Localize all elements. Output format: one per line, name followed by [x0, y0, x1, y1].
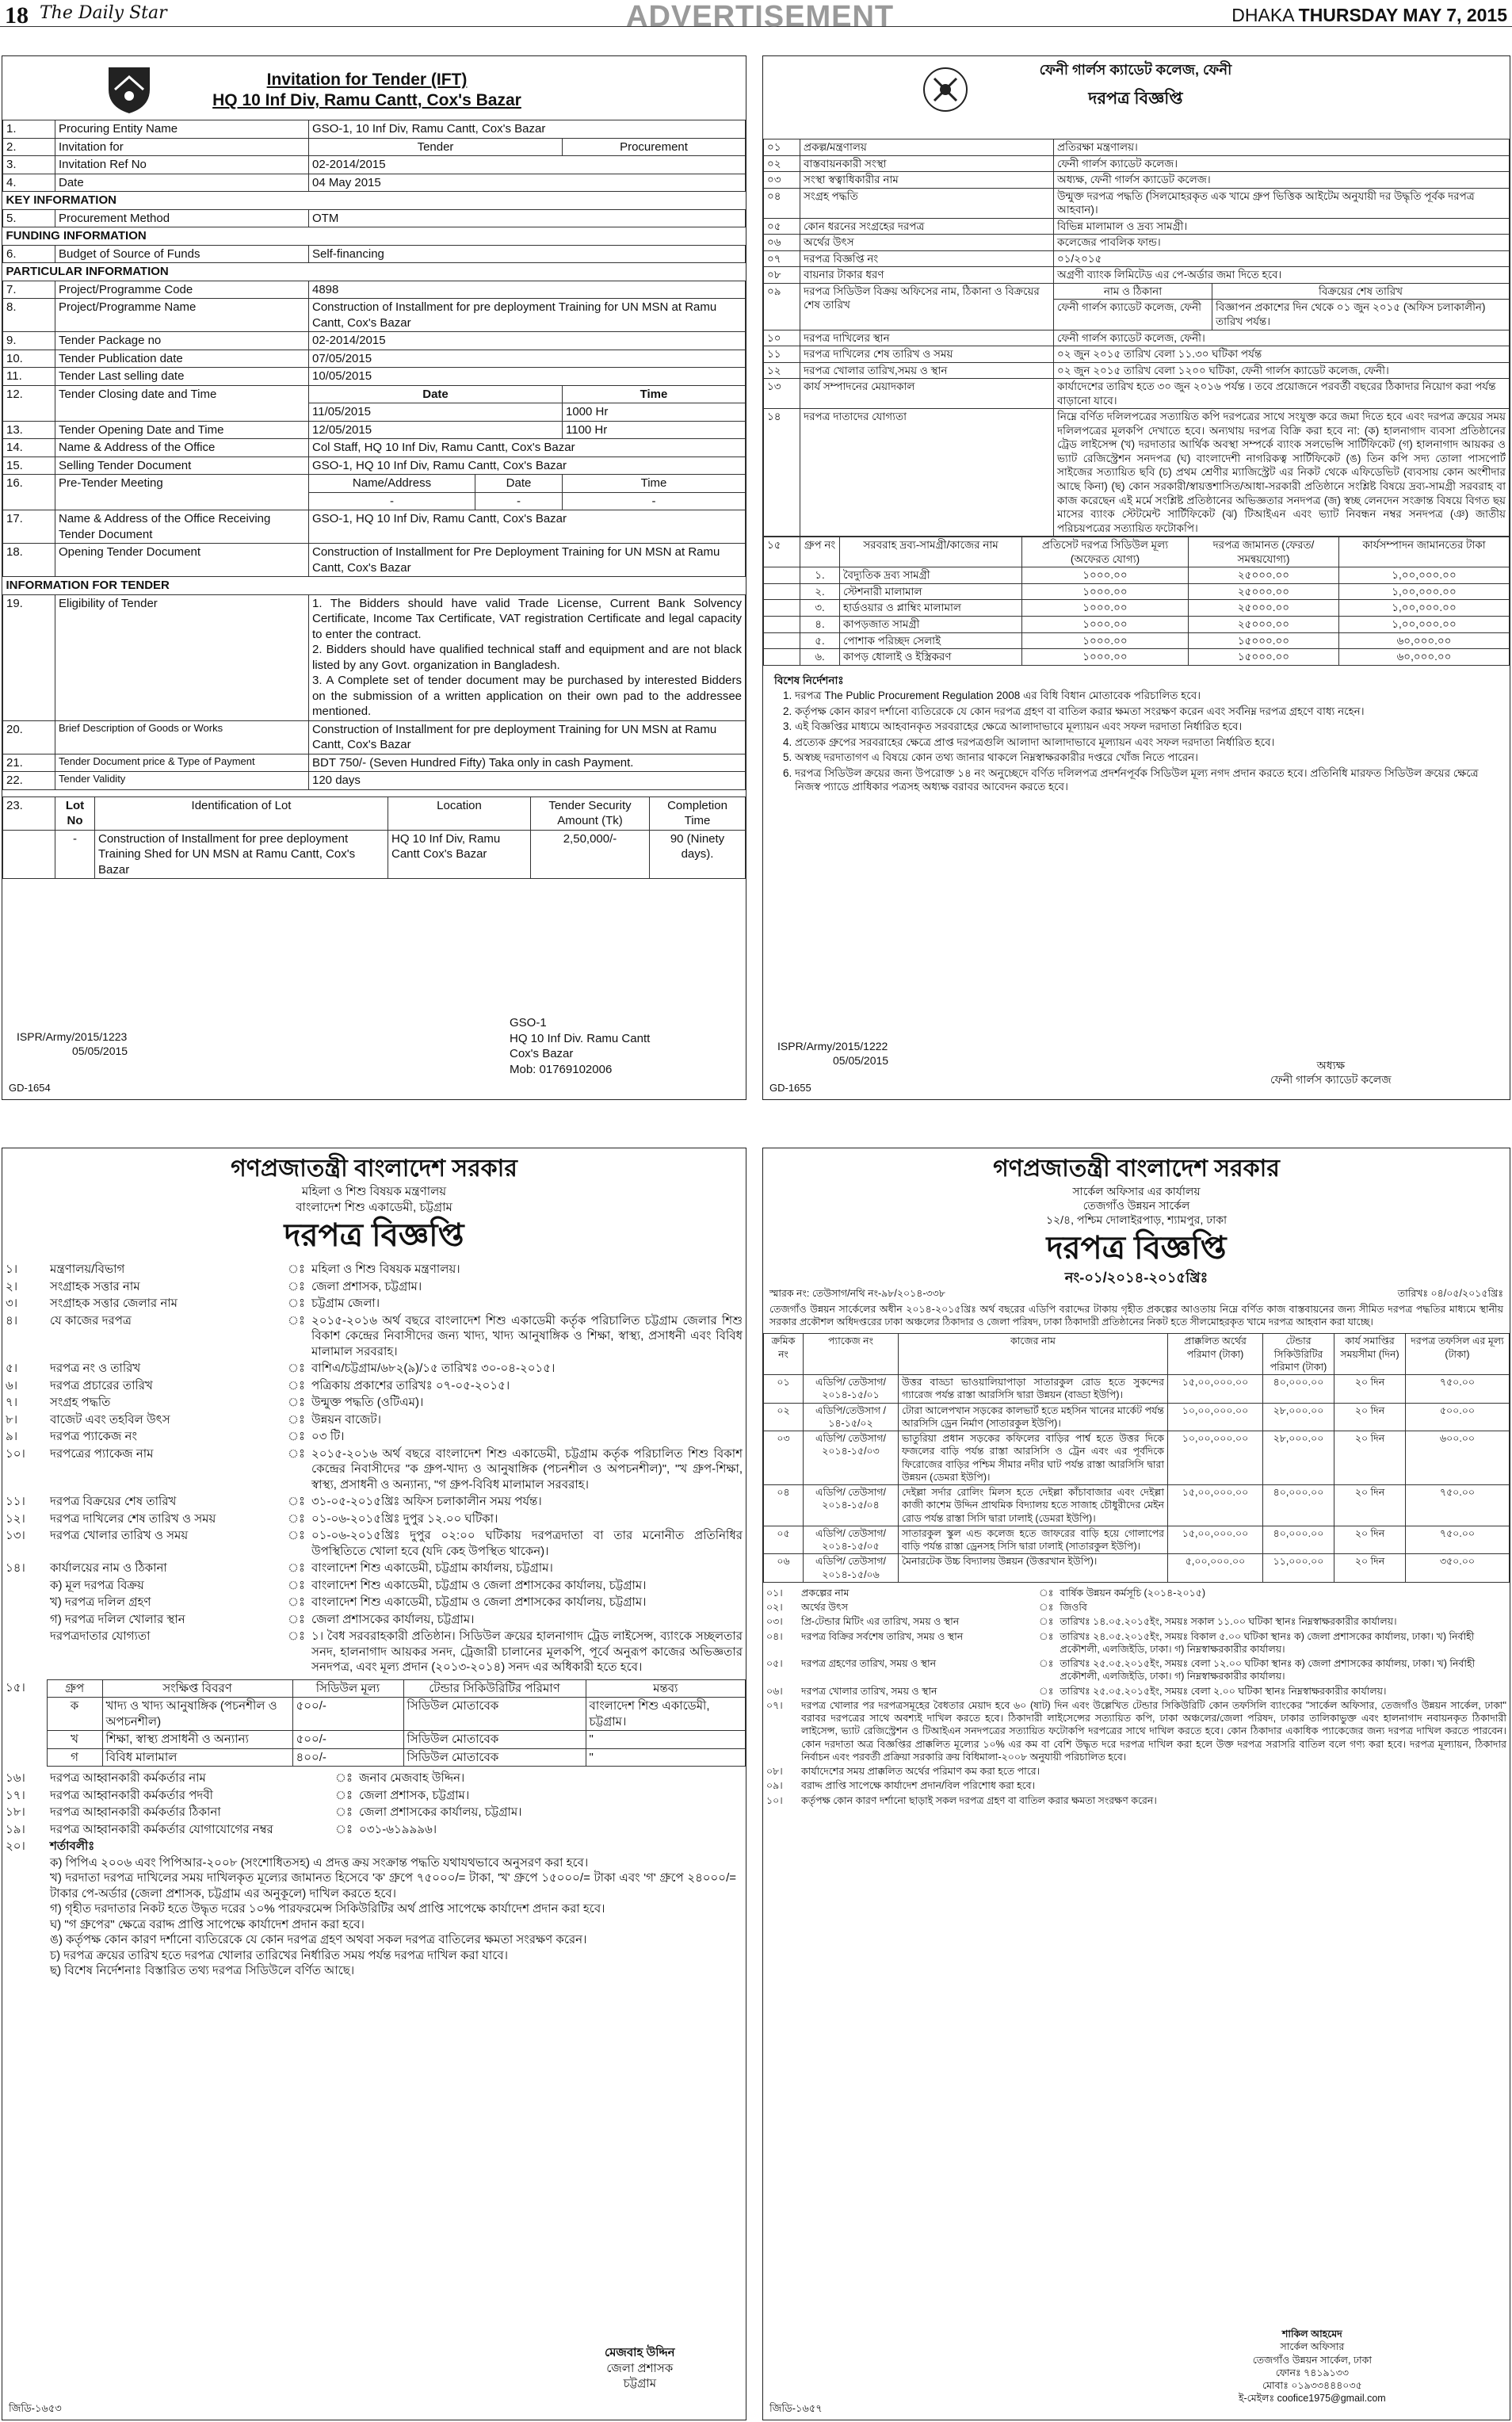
section-particular: PARTICULAR INFORMATION	[3, 263, 746, 281]
table-row: ৬. কাপড় ধোলাই ও ইস্ত্রিকরণ ১০০০.০০ ১৫০০০.০০ ৬০,০০০.০০	[764, 649, 1510, 666]
ad3-gd: জিডি-১৬৫৩	[9, 2402, 62, 2414]
army-emblem-icon	[104, 63, 155, 115]
table-row: ৪. কাপড়জাত সামগ্রী ১০০০.০০ ২৫০০০.০০ ১,০০,০০০.০০	[764, 616, 1510, 632]
ad-ift	[2, 55, 746, 1100]
ad3-org: বাংলাদেশ শিশু একাডেমী, চট্টগ্রাম	[296, 1200, 452, 1214]
ad2-ref: ISPR/Army/2015/1222 05/05/2015	[777, 1040, 889, 1068]
ad-feni	[762, 55, 1510, 1100]
ad4-table: ক্রমিক নং প্যাকেজ নং কাজের নাম প্রাক্কলিত অর্থের পরিমাণ (টাকা) টেন্ডার সিকিউরিটির পরিমাণ (টাকা) কার্য সমাপ্তির সময়সীমা (দিন) দরপত্র তফসিল এর মূল্য (টাকা) ০১ এডিপি/ তেউসাগ/ ২০১৪-১৫/০১ উত্তর বাড্ডা ভাওয়ালিয়াপাড়া সাতারকুল রোড হতে সুকন্দের গ্যারেজ পর্যন্ত রাস্তা আরসিসি দ্বারা উন্নয়ন (বাড্ডা ইউপি)। ১৫,০০,০০০.০০ ৪০,০০০.০০ ২০ দিন ৭৫০.০০ ০২ এডিপি/তেউসাগ /১৪-১৫/০২ টোরা আলেপখান সড়কের কালভার্ট হতে মহসিন খানের মার্কেট পর্যন্ত আরসিসি ড্রেন নির্মাণ (সাতারকুল ইউপি)। ১০,০০,০০০.০০ ২৮,০০০.০০ ২০ দিন ৫০০.০০ ০৩ এডিপি/ তেউসাগ/ ২০১৪-১৫/০৩ ভাতুরিয়া প্রধান সড়কের কফিলের বাড়ির পার্শ্ব হতে উত্তর দিকে ফজলের বাড়ি পর্যন্ত রাস্তা আরসিসি ও ট্রেন এবং এর পূর্বদিকে ফিরোজের বাড়ির পশ্চিম সীমার নদীর ঘাট পর্যন্ত রাস্তা আরসিসি দ্বারা উন্নয়ন (ডেমরা ইউপি)। ১০,০০,০০০.০০ ২৮,০০০.০০ ২০ দিন ৬০০.০০ ০৪ এডিপি/ তেউসাগ/ ২০১৪-১৫/০৪ দেইল্লা সর্দার রোলিং মিলস হতে দেইল্লা কাঁচাবাজার এবং দেইল্লা কাজী কাশেম উদ্দিন প্রাথমিক বিদ্যালয় হতে সাজাহ চৌধুরীদের মেইন রোড পর্যন্ত রাস্তা সিসি দ্বারা ঢালাই (ডেমরা ইউপি)। ১৫,০০,০০০.০০ ৪০,০০০.০০ ২০ দিন ৭৫০.০০ ০৫ এডিপি/ তেউসাগ/ ২০১৪-১৫/০৫ সাতারকুল স্কুল এন্ড কলেজ হতে জাফরের বাড়ি হয়ে গোলাপের বাড়ি পর্যন্ত রাস্তা ড্রেনসহ সিসি দ্বারা ঢালাই (সাতারকুল ইউপি)। ১৫,০০,০০০.০০ ৪০,০০০.০০ ২০ দিন ৭৫০.০০ ০৬ এডিপি/ তেউসাগ/ ২০১৪-১৫/০৬ মৈনারটেক উচ্চ বিদ্যালয় উন্নয়ন (উত্তরখান ইউপি)। ৫,০০,০০০.০০ ১১,০০০.০০ ২০ দিন ৩৫০.০০	[763, 1333, 1510, 1583]
ad3-group-table: ১৫। গ্রুপ সংক্ষিপ্ত বিবরণ সিডিউল মূল্য টেন্ডার সিকিউরিটির পরিমাণ মন্তব্য ক খাদ্য ও খাদ্য আনুষাঙ্গিক (পচনশীল ও অপচনশীল) ৫০০/- সিডিউল মোতাবেক বাংলাদেশ শিশু একাডেমী, চট্টগ্রাম। খ শিক্ষা, স্বাস্থ্য প্রসাধনী ও অন্যান্য ৫০০/- সিডিউল মোতাবেক " গ বিবিধ মালামাল ৪০০/- সিডিউল মোতাবেক "	[2, 1679, 746, 1767]
ad4-no: নং-০১/২০১৪-২০১৫খ্রিঃ	[1064, 1269, 1208, 1285]
ad2-signature: অধ্যক্ষ ফেনী গার্লস ক্যাডেট কলেজ	[1270, 1059, 1392, 1087]
ad2-group-table: ১৫ গ্রুপ নং সরবরাহ দ্রব্য-সামগ্রী/কাজের নাম প্রতিসেট দরপত্র সিডিউল মূল্য (অফেরত যোগ্য) দরপত্র জামানত (ফেরত/সমন্বয়যোগ্য) কার্যসম্পাদন জামানতের টাকা ১. বৈদ্যুতিক দ্রব্য সামগ্রী ১০০০.০০ ২৫০০০.০০ ১,০০,০০০.০০ ২. স্টেশনারী মালামাল ১০০০.০০ ২৫০০০.০০ ১,০০,০০০.০০ ৩. হার্ডওয়ার ও প্লাম্বিং মালামাল ১০০০.০০ ২৫০০০.০০ ১,০০,০০০.০০ ৪. কাপড়জাত সামগ্রী ১০০০.০০ ২৫০০০.০০ ১,০০,০০০.০০ ৫. পোশাক পরিচ্ছদ সেলাই ১০০০.০০ ১৫০০০.০০ ৬০,০০০.০০ ৬. কাপড় ধোলাই ও ইস্ত্রিকরণ ১০০০.০০ ১৫০০০.০০ ৬০,০০০.০০	[763, 537, 1510, 665]
table-row: ০৬ এডিপি/ তেউসাগ/ ২০১৪-১৫/০৬ মৈনারটেক উচ্চ বিদ্যালয় উন্নয়ন (উত্তরখান ইউপি)। ৫,০০,০০০.০০ ১১,০০০.০০ ২০ দিন ৩৫০.০০	[764, 1554, 1510, 1583]
ad1-signature: GSO-1 HQ 10 Inf Div. Ramu Cantt Cox's Bazar Mob: 01769102006	[510, 1016, 651, 1076]
paper-name: The Daily Star	[40, 3, 167, 23]
table-row: ২. স্টেশনারী মালামাল ১০০০.০০ ২৫০০০.০০ ১,০০,০০০.০০	[764, 583, 1510, 600]
table-row: ০৩ এডিপি/ তেউসাগ/ ২০১৪-১৫/০৩ ভাতুরিয়া প্রধান সড়কের কফিলের বাড়ির পার্শ্ব হতে উত্তর দিকে ফজলের বাড়ি পর্যন্ত রাস্তা আরসিসি ও ট্রেন এবং এর পূর্বদিকে ফিরোজের বাড়ির পশ্চিম সীমার নদীর ঘাট পর্যন্ত রাস্তা আরসিসি দ্বারা উন্নয়ন (ডেমরা ইউপি)। ১০,০০,০০০.০০ ২৮,০০০.০০ ২০ দিন ৬০০.০০	[764, 1431, 1510, 1485]
table-row: ৫. পোশাক পরিচ্ছদ সেলাই ১০০০.০০ ১৫০০০.০০ ৬০,০০০.০০	[764, 632, 1510, 649]
ad3-ministry: মহিলা ও শিশু বিষয়ক মন্ত্রণালয়	[301, 1185, 447, 1198]
table-row: ৩. হার্ডওয়ার ও প্লাম্বিং মালামাল ১০০০.০০ ২৫০০০.০০ ১,০০,০০০.০০	[764, 600, 1510, 617]
table-row: ০৪ এডিপি/ তেউসাগ/ ২০১৪-১৫/০৪ দেইল্লা সর্দার রোলিং মিলস হতে দেইল্লা কাঁচাবাজার এবং দেইল্লা কাজী কাশেম উদ্দিন প্রাথমিক বিদ্যালয় হতে সাজাহ চৌধুরীদের মেইন রোড পর্যন্ত রাস্তা সিসি দ্বারা ঢালাই (ডেমরা ইউপি)। ১৫,০০,০০০.০০ ৪০,০০০.০০ ২০ দিন ৭৫০.০০	[764, 1485, 1510, 1526]
table-row: গ বিবিধ মালামাল ৪০০/- সিডিউল মোতাবেক "	[2, 1748, 746, 1767]
ad3-officer-table: ১৬। দরপত্র আহ্বানকারী কর্মকর্তার নাম ঃ জনাব মেজবাহ উদ্দিন। ১৭। দরপত্র আহ্বানকারী কর্মকর্তার পদবী ঃ জেলা প্রশাসক, চট্টগ্রাম। ১৮। দরপত্র আহ্বানকারী কর্মকর্তার ঠিকানা ঃ জেলা প্রশাসকের কার্যালয়, চট্টগ্রাম। ১৯। দরপত্র আহ্বানকারী কর্মকর্তার যোগাযোগের নম্বর ঃ ০৩১-৬১৯৯৯৬। ২০। শর্তাবলীঃ	[6, 1771, 522, 1853]
ad4-signature: শাকিল আহমেদ সার্কেল অফিসার তেজগাঁও উন্নয়ন সার্কেল, ঢাকা ফোনঃ ৭৪১৯১৩৩ মোবাঃ ০১৯৩৩৪৪৪০৩৫ ই-মেইলঃ coofice1975@gmail.com	[1239, 2328, 1386, 2405]
table-row: ক খাদ্য ও খাদ্য আনুষাঙ্গিক (পচনশীল ও অপচনশীল) ৫০০/- সিডিউল মোতাবেক বাংলাদেশ শিশু একাডেমী, চট্টগ্রাম।	[2, 1698, 746, 1731]
ad4-intro: তেজগাঁও উন্নয়ন সার্কেলের অধীন ২০১৪-২০১৫খ্রিঃ অর্থ বছরের এডিপি বরাদ্দের টাকায় গৃহীত প্রকল্পের আওতায় নিম্নে বর্ণিত কাজ বাস্তবায়নের জন্য সীমিত দরপত্র পদ্ধতির মাধ্যমে স্থানীয় সরকার প্রকৌশল অধিদপ্তরের ঢাকা অঞ্চলের ঠিকাদার ও জেলা পরিষদ, ঢাকা ঠিকাদারী প্রতিষ্ঠানের নিকট হতে সীলমোহরকৃত খামে দরপত্র আহবান করা যাচ্ছে।	[769, 1303, 1503, 1328]
section-funding: FUNDING INFORMATION	[3, 227, 746, 246]
ad4-gov: গণপ্রজাতন্ত্রী বাংলাদেশ সরকার	[993, 1156, 1280, 1182]
dateline: DHAKA THURSDAY MAY 7, 2015	[1231, 5, 1507, 25]
section-key-info: KEY INFORMATION	[3, 192, 746, 210]
table-row: ০৫ এডিপি/ তেউসাগ/ ২০১৪-১৫/০৫ সাতারকুল স্কুল এন্ড কলেজ হতে জাফরের বাড়ি হয়ে গোলাপের বাড়ি পর্যন্ত রাস্তা ড্রেনসহ সিসি দ্বারা ঢালাই (সাতারকুল ইউপি)। ১৫,০০,০০০.০০ ৪০,০০০.০০ ২০ দিন ৭৫০.০০	[764, 1526, 1510, 1554]
ad3-signature: মেজবাহ উদ্দিন জেলা প্রশাসক চট্টগ্রাম	[605, 2346, 675, 2390]
page-header	[0, 0, 1512, 33]
ad4-title: দরপত্র বিজ্ঞপ্তি	[1046, 1230, 1227, 1266]
ad2-title: দরপত্র বিজ্ঞপ্তি	[1088, 90, 1183, 108]
ad2-notes: বিশেষ নির্দেশনাঃ 1. দরপত্র The Public Procurement Regulation 2008 এর বিধি বিধান মোতাবেক পরিচালিত হবে। 2. কর্তৃপক্ষ কোন কারণ দর্শানো ব্যতিরেকে যে কোন দরপত্র গ্রহণ বা বাতিল করার ক্ষমতা সংরক্ষণ করেন এবং সর্বনিম্ন দরপত্র গ্রহণে বাধ্য নহেন। 3. এই বিজ্ঞপ্তির মাধ্যমে আহবানকৃত সরবরাহের ক্ষেত্রে আলাদাভাবে মূল্যায়ন এবং সফল দরদাতা নির্ধারিত হবে। 4. প্রত্যেক গ্রুপের সরবরাহের ক্ষেত্রে প্রাপ্ত দরপত্রগুলি আলাদা আলাদাভাবে মূল্যায়ন এবং সফল দরদাতা নির্ধারিত হবে। 5. অস্বচ্ছ দরদাতাগণ এ বিষয়ে কোন তথ্য জানার থাকলে নিম্নস্বাক্ষরকারীর দপ্তরে খোঁজ নিতে পারেন। 6. দরপত্র সিডিউল ক্রয়ের জন্য উপরোক্ত ১৪ নং অনুচ্ছেদে বর্ণিত দলিলপত্র প্রদর্শনপূর্বক সিডিউল মূল্য নগদ প্রদান করতে হবে। প্রতিনিধি মারফত সিডিউল ক্রয়ের ক্ষেত্রে নিজস্ব প্যাডে প্রাধিকার পত্রসহ অধ্যক্ষ বরাবর আবেদন করতে হবে।	[763, 666, 1510, 804]
ad4-gd: জিডি-১৬৫৭	[769, 2402, 823, 2414]
ad-tejgaon	[762, 1148, 1510, 2420]
ad3-title: দরপত্র বিজ্ঞপ্তি	[284, 1218, 464, 1253]
ad1-table: 1. Procuring Entity Name GSO-1, 10 Inf Div, Ramu Cantt, Cox's Bazar 2. Invitation for Tender Procurement 3. Invitation Ref No 02-2014/2015 4. Date 04 May 2015 KEY INFORMATION 5. Procurement Method OTM FUNDING INFORMATION 6. Budget of Source of Funds Self-financing PARTICULAR INFORMATION 7. Project/Programme Code 4898 8. Project/Programme Name Construction of Installment for pre deployment Training for UN MSN at Ramu Cantt, Cox's Bazar 9. Tender Package no 02-2014/2015 10. Tender Publication date 07/05/2015 11. Tender Last selling date 10/05/2015 12. Tender Closing date and Time Date Time 11/05/2015 1000 Hr 13. Tender Opening Date and Time 12/05/2015 1100 Hr 14. Name & Address of the Office Col Staff, HQ 10 Inf Div, Ramu Cantt, Cox's Bazar 15. Selling Tender Document GSO-1, HQ 10 Inf Div, Ramu Cantt, Cox's Bazar 16. Pre-Tender Meeting Name/Address Date Time - - - 17. Name & Address of the Office Receiving Tender Document GSO-1, HQ 10 Inf Div, Ramu Cantt, Cox's Bazar 18. Opening Tender Document Construction of Installment for Pre Deployment Training for UN MSN at Ramu Cantt, Cox's Bazar INFORMATION FOR TENDER 19. Eligibility of Tender 1. The Bidders should have valid Trade License, Current Bank Solvency Certificate, Income Tax Certificate, VAT registration Certificate and legal capacity to enter the contract. 2. Bidders should have qualified technical staff and equipment and are not black listed by any Govt. organization in Bangladesh. 3. A Complete set of tender document may be purchased by interested Bidders on the submission of a written application on their own pad to the addressee mentioned. 20. Brief Description of Goods or Works Construction of Installment for pre deployment Training for UN MSN at Ramu Cantt, Cox's Bazar 21. Tender Document price & Type of Payment BDT 750/- (Seven Hundred Fifty) Taka only in cash Payment. 22. Tender Validity 120 days	[2, 120, 746, 790]
ad1-gd: GD-1654	[9, 1082, 51, 1094]
college-crest-icon	[922, 66, 969, 113]
page-number: 18	[5, 2, 29, 29]
ad1-ref: ISPR/Army/2015/1223 05/05/2015	[17, 1030, 128, 1058]
ad4-dept: তেজগাঁও উন্নয়ন সার্কেল	[1082, 1199, 1190, 1213]
table-row: ০১ এডিপি/ তেউসাগ/ ২০১৪-১৫/০১ উত্তর বাড্ডা ভাওয়ালিয়াপাড়া সাতারকুল রোড হতে সুকন্দের গ্যারেজ পর্যন্ত রাস্তা আরসিসি দ্বারা উন্নয়ন (বাড্ডা ইউপি)। ১৫,০০,০০০.০০ ৪০,০০০.০০ ২০ দিন ৭৫০.০০	[764, 1375, 1510, 1404]
ad4-memo-line: স্মারক নং: তেউসাগ/নথি নং-৯৮/২০১৪-৩৩৮ তারিখঃ ০৪/০৫/২০১৫খ্রিঃ	[769, 1287, 1503, 1299]
ad3-table: ১। মন্ত্রণালয়/বিভাগ ঃ মহিলা ও শিশু বিষয়ক মন্ত্রণালয়। ২। সংগ্রাহক সত্তার নাম ঃ জেলা প্রশাসক, চট্টগ্রাম। ৩। সংগ্রাহক সত্তার জেলার নাম ঃ চট্টগ্রাম জেলা। ৪। যে কাজের দরপত্র ঃ ২০১৫-২০১৬ অর্থ বছরে বাংলাদেশ শিশু একাডেমী কর্তৃক পরিচালিত চট্টগ্রাম জেলার শিশু বিকাশ কেন্দ্রের নিবাসীদের জন্য খাদ্য, খাদ্য আনুষাঙ্গিক ও শিক্ষা, স্বাস্থ্য, প্রসাধনী এবং বিবিধ মালামাল সরবরাহ। ৫। দরপত্র নং ও তারিখ ঃ বাশিএ/চট্টগ্রাম/৬৮২(৯)/১৫ তারিখঃ ৩০-০৪-২০১৫। ৬। দরপত্র প্রচারের তারিখ ঃ পত্রিকায় প্রকাশের তারিখঃ ০৭-০৫-২০১৫। ৭। সংগ্রহ পদ্ধতি ঃ উন্মুক্ত পদ্ধতি (ওটিএম)। ৮। বাজেট এবং তহবিল উৎস ঃ উন্নয়ন বাজেট। ৯। দরপত্র প্যাকেজ নং ঃ ০৩ টি। ১০। দরপত্রের প্যাকেজ নাম ঃ ২০১৫-২০১৬ অর্থ বছরে বাংলাদেশ শিশু একাডেমী, চট্টগ্রাম কর্তৃক পরিচালিত শিশু বিকাশ কেন্দ্রের নিবাসীদের "ক গ্রুপ-খাদ্য ও আনুষাঙ্গিক (পচনশীল ও অপচনশীল)", "খ গ্রুপ-শিক্ষা, স্বাস্থ্য, প্রসাধনী ও অন্যান্য, "গ গ্রুপ-বিবিধ মালামাল সরবরাহ। ১১। দরপত্র বিক্রয়ের শেষ তারিখ ঃ ৩১-০৫-২০১৫খ্রিঃ অফিস চলাকালীন সময় পর্যন্ত। ১২। দরপত্র দাখিলের শেষ তারিখ ও সময় ঃ ০১-০৬-২০১৫খ্রিঃ দুপুর ১২.০০ ঘটিকা। ১৩। দরপত্র খোলার তারিখ ও সময় ঃ ০১-০৬-২০১৫খ্রিঃ দুপুর ০২:০০ ঘটিকায় দরপত্রদাতা বা তার মনোনীত প্রতিনিধির উপস্থিতিতে খোলা হবে (যদি কেহ উপস্থিত থাকেন)। ১৪। কার্যালয়ের নাম ও ঠিকানা ঃ বাংলাদেশ শিশু একাডেমী, চট্টগ্রাম কার্যালয়, চট্টগ্রাম। ক) মূল দরপত্র বিক্রয় ঃ বাংলাদেশ শিশু একাডেমী, চট্টগ্রাম ও জেলা প্রশাসকের কার্যালয়, চট্টগ্রাম। খ) দরপত্র দলিল গ্রহণ ঃ বাংলাদেশ শিশু একাডেমী, চট্টগ্রাম ও জেলা প্রশাসকের কার্যালয়, চট্টগ্রাম। গ) দরপত্র দলিল খোলার স্থান ঃ জেলা প্রশাসকের কার্যালয়, চট্টগ্রাম। দরপত্রদাতার যোগ্যতা ঃ ১। বৈধ সরবরাহকারী প্রতিষ্ঠান। সিডিউল ক্রয়ের হালনাগাদ ট্রেড লাইসেন্স, ব্যাংকে সচ্ছলতার সনদ, হালনাগাদ আয়কর সনদ, ট্রেজারী চালানের মূলকপি, পূর্বে অনুরূপ কাজের অভিজ্ঞতার সনদপত্র, এবং মূল্য প্রদান (২০১৩-২০১৪) সনদ এর অধিকারী হতে হবে।	[6, 1263, 743, 1674]
section-info-tender: INFORMATION FOR TENDER	[3, 577, 746, 595]
table-row: ১. বৈদ্যুতিক দ্রব্য সামগ্রী ১০০০.০০ ২৫০০০.০০ ১,০০,০০০.০০	[764, 567, 1510, 584]
ad3-conditions: ক) পিপিএ ২০০৬ এবং পিপিআর-২০০৮ (সংশোধিতসহ) এ প্রদত্ত ক্রয় সংক্রান্ত পদ্ধতি যথাযথভাবে অনুসরণ করা হবে। খ) দরদাতা দরপত্র দাখিলের সময় দাখিলকৃত মূল্যের জামানত হিসেবে 'ক' গ্রুপে ৭৫০০০/= টাকা, 'খ' গ্রুপে ১৫০০০/= টাকা এবং 'গ' গ্রুপে ২৪০০০/= টাকার পে-অর্ডার (জেলা প্রশাসক, চট্টগ্রাম এর অনুকূলে) দাখিল করতে হবে। গ) গৃহীত দরদাতার নিকট হতে উদ্ধৃত দরের ১০% পারফরমেন্স সিকিউরিটির অর্থ প্রাপ্তি সাপেক্ষে কার্যাদেশ প্রদান করা হবে। ঘ) "গ গ্রুপের" ক্ষেত্রে বরাদ্দ প্রাপ্তি সাপেক্ষে কার্যাদেশ প্রদান করা হবে। ঙ) কর্তৃপক্ষ কোন কারণ দর্শানো ব্যতিরেকে যে কোন দরপত্র গ্রহণ অথবা সকল দরপত্র বাতিলের ক্ষমতা সংরক্ষণ করেন। চ) দরপত্র ক্রয়ের তারিখ হতে দরপত্র খোলার তারিখের নির্ধারিত সময় পর্যন্ত দরপত্র দাখিল করা যাবে। ছ) বিশেষ নির্দেশনাঃ বিস্তারিত তথ্য দরপত্র সিডিউলে বর্ণিত আছে।	[50, 1855, 736, 1977]
ad3-gov: গণপ্রজাতন্ত্রী বাংলাদেশ সরকার	[231, 1156, 517, 1182]
table-row: ০২ এডিপি/তেউসাগ /১৪-১৫/০২ টোরা আলেপখান সড়কের কালভার্ট হতে মহসিন খানের মার্কেট পর্যন্ত আরসিসি ড্রেন নির্মাণ (সাতারকুল ইউপি)। ১০,০০,০০০.০০ ২৮,০০০.০০ ২০ দিন ৫০০.০০	[764, 1403, 1510, 1431]
section-title: ADVERTISEMENT	[626, 0, 895, 33]
ad-shishu	[2, 1148, 746, 2420]
table-row: খ শিক্ষা, স্বাস্থ্য প্রসাধনী ও অন্যান্য ৫০০/- সিডিউল মোতাবেক "	[2, 1731, 746, 1749]
ad2-table: ০১ প্রকল্প/মন্ত্রণালয় প্রতিরক্ষা মন্ত্রণালয়। ০২ বাস্তবায়নকারী সংস্থা ফেনী গার্লস ক্যাডেট কলেজ। ০৩ সংস্থা স্বত্বাধিকারীর নাম অধ্যক্ষ, ফেনী গার্লস ক্যাডেট কলেজ। ০৪ সংগ্রহ পদ্ধতি উন্মুক্ত দরপত্র পদ্ধতি (সিলমোহরকৃত এক খামে গ্রুপ ভিত্তিক আইটেম অনুযায়ী দর উদ্ধৃতি পূর্বক দরপত্র আহবান)। ০৫ কোন ধরনের সংগ্রহের দরপত্র বিভিন্ন মালামাল ও দ্রব্য সামগ্রী। ০৬ অর্থের উৎস কলেজের পাবলিক ফান্ড। ০৭ দরপত্র বিজ্ঞপ্তি নং ০১/২০১৫ ০৮ বায়নার টাকার ধরণ অগ্রণী ব্যাংক লিমিটেড এর পে-অর্ডার জমা দিতে হবে। ০৯ দরপত্র সিডিউল বিক্রয় অফিসের নাম, ঠিকানা ও বিক্রয়ের শেষ তারিখ নাম ও ঠিকানা বিক্রয়ের শেষ তারিখ ফেনী গার্লস ক্যাডেট কলেজ, ফেনী বিজ্ঞাপন প্রকাশের দিন থেকে ০১ জুন ২০১৫ (অফিস চলাকালীন) তারিখ পর্যন্ত। ১০ দরপত্র দাখিলের স্থান ফেনী গার্লস ক্যাডেট কলেজ, ফেনী। ১১ দরপত্র দাখিলের শেষ তারিখ ও সময় ০২ জুন ২০১৫ তারিখ বেলা ১১.৩০ ঘটিকা পর্যন্ত ১২ দরপত্র খোলার তারিখ,সময় ও স্থান ০২ জুন ২০১৫ তারিখ বেলা ১২০০ ঘটিকা, ফেনী গার্লস ক্যাডেট কলেজ, ফেনী। ১৩ কার্য সম্পাদনের মেয়াদকাল কার্যাদেশের তারিখ হতে ৩০ জুন ২০১৬ পর্যন্ত । তবে প্রয়োজনে পরবর্তী বছরের ঠিকাদার নিয়োগ করা পর্যন্ত বাড়ানো যাবে। ১৪ দরপত্র দাতাদের যোগ্যতা নিম্নে বর্ণিত দলিলপত্রের সত্যায়িত কপি দরপত্রের সাথে সংযুক্ত করে জমা দিতে হবে এবং দরপত্র ক্রয়ের সময় দলিলপত্রের মূলকপি দেখাতে হবে। অন্যথায় দরপত্র বিক্রি করা হবে না: (ক) হালনাগাদ ব্যবসা প্রতিষ্ঠানের ট্রেড লাইসেন্স (খ) দরদাতার আর্থিক অবস্থা সম্পর্কে ব্যাংক সলভেন্সি সার্টিফিকেট (গ) হালনাগাদ আয়কর ও ভ্যাট রেজিস্ট্রেশন সনদপত্র (ঘ) বাংলাদেশী নাগরিকত্ব সার্টিফিকেট (ঙ) তিন কপি সদ্য তোলা পাসপোর্ট সাইজের সত্যায়িত ছবি (চ) প্রথম শ্রেণীর ম্যাজিস্ট্রেট এর নিকট থেকে এফিডেভিট (ব্যবসায় কোন অংশীদার আছে কিনা) (ছ) কোন সরকারী/স্বায়ত্তশাসিত/আধা-সরকারী প্রতিষ্ঠানে সংশ্লিষ্ট বিষয়ে দ্রব্য-সামগ্রী সরবরাহ বা কাজ করেছেন এই মর্মে সংশ্লিষ্ট প্রতিষ্ঠানের অভিজ্ঞতার সনদপত্র (জ) স্বচ্ছ লেনদেন সংক্রান্ত বিষয়ে বিগত ছয় মাসের ব্যাংক স্টেটমেন্ট সার্টিফিকেট (ঝ) টিআইএন এবং ভ্যাট নিবন্ধন নম্বর সনদপত্র (ঞ) জাতীয় পরিচয়পত্রের সত্যায়িত ফটোকপি।	[763, 139, 1510, 537]
ad2-org: ফেনী গার্লস ক্যাডেট কলেজ, ফেনী	[1039, 62, 1232, 78]
ad1-subtitle: HQ 10 Inf Div, Ramu Cantt, Cox's Bazar	[212, 91, 521, 109]
ad4-info-table: ০১। প্রকল্পের নাম ঃ বার্ষিক উন্নয়ন কর্মসূচি (২০১৪-২০১৫) ০২। অর্থের উৎস ঃ জিওবি ০৩। প্রি-টেন্ডার মিটিং এর তারিখ, সময় ও স্থান ঃ তারিখঃ ১৪.০৫.২০১৫ইং, সময়ঃ সকাল ১১.০০ ঘটিকা স্থানঃ নিম্নস্বাক্ষরকারীর কার্যালয়। ০৪। দরপত্র বিক্রির সর্বশেষ তারিখ, সময় ও স্থান ঃ তারিখঃ ২৪.০৫.২০১৫ইং, সময়ঃ বিকাল ৫.০০ ঘটিকা স্থানঃ ক) জেলা প্রশাসকের কার্যালয়, ঢাকা। খ) নির্বাহী প্রকৌশলী, এলজিইডি, ঢাকা। গ) নিম্নস্বাক্ষরকারীর কার্যালয়। ০৫। দরপত্র গ্রহণের তারিখ, সময় ও স্থান ঃ তারিখঃ ২৫.০৫.২০১৫ইং, সময়ঃ বেলা ১২.০০ ঘটিকা স্থানঃ ক) জেলা প্রশাসকের কার্যালয়, ঢাকা। খ) নির্বাহী প্রকৌশলী, এলজিইডি, ঢাকা। গ) নিম্নস্বাক্ষরকারীর কার্যালয়। ০৬। দরপত্র খোলার তারিখ, সময় ও স্থান ঃ তারিখঃ ২৫.০৫.২০১৫ইং, সময়ঃ বেলা ২.০০ ঘটিকা স্থানঃ নিম্নস্বাক্ষরকারীর কার্যালয়। ০৭। দরপত্র খোলার পর দরপত্রসমূহের বৈধতার মেয়াদ হবে ৬০ (ষাট) দিন এবং উল্লেখিত টেন্ডার সিকিউরিটি কোন তফসিলি ব্যাংকের "সার্কেল অফিসার, তেজগাঁও উন্নয়ন সার্কেল, ঢাকা" বরাবর দরপত্রের সাথে অবশ্যই দাখিল করতে হবে। ঠিকাদারী লাইসেন্সের সত্যায়িত কপি, ঢাকা অঞ্চলের/জেলা পরিষদ, ঢাকার তালিকাভুক্ত এবং হালনাগাদ নবায়নকৃত ঠিকাদারী লাইসেন্স, ভ্যাট রেজিস্ট্রেশন ও টিআইএন সনদপত্রের সত্যায়িত ফটোকপি দরপত্রের সাথে দাখিল করতে হবে। কোন ঠিকাদার একাধিক প্যাকেজের জন্য দরপত্র দাখিল করতে পারবেন। কোন দরদাতা অত্র বিজ্ঞপ্তির প্রাক্কলিত মূল্যের ১০% এর কম বা বেশি উদ্ধৃত দরে দরপত্র দাখিল করা হলে উক্ত দরপত্র সরাসরি বাতিল বলে গণ্য করা হবে। দরপত্র মূল্যায়ন, ঠিকাদার নির্বাচন এবং পরবর্তী প্রক্রিয়া সরকারি ক্রয় বিধিমালা-২০০৮ অনুযায়ী পরিচালিত হবে। ০৮। কার্যাদেশের সময় প্রাক্কলিত অর্থের পরিমাণ কম করা হতে পারে। ০৯। বরাদ্দ প্রাপ্তি সাপেক্ষে কার্যাদেশ প্রদান/বিল পরিশোধ করা হবে। ১০। কর্তৃপক্ষ কোন কারণ দর্শানো ছাড়াই সকল দরপত্র গ্রহণ বা বাতিল করার ক্ষমতা সংরক্ষণ করেন।	[766, 1587, 1506, 1806]
ad1-lot-table: 23. Lot No Identification of Lot Location Tender Security Amount (Tk) Completion Time - Construction of Installment for pree deployment Training Shed for UN MSN at Ramu Cantt, Cox's Bazar HQ 10 Inf Div, Ramu Cantt Cox's Bazar 2,50,000/- 90 (Ninety days).	[2, 797, 746, 880]
ad4-addr: ১২/৪, পশ্চিম দোলাইরপাড়, শ্যামপুর, ঢাকা	[1045, 1213, 1228, 1227]
ad4-office: সার্কেল অফিসার এর কার্যালয়	[1072, 1185, 1201, 1198]
ad1-title: Invitation for Tender (IFT)	[266, 71, 468, 89]
ad2-gd: GD-1655	[769, 1082, 811, 1094]
